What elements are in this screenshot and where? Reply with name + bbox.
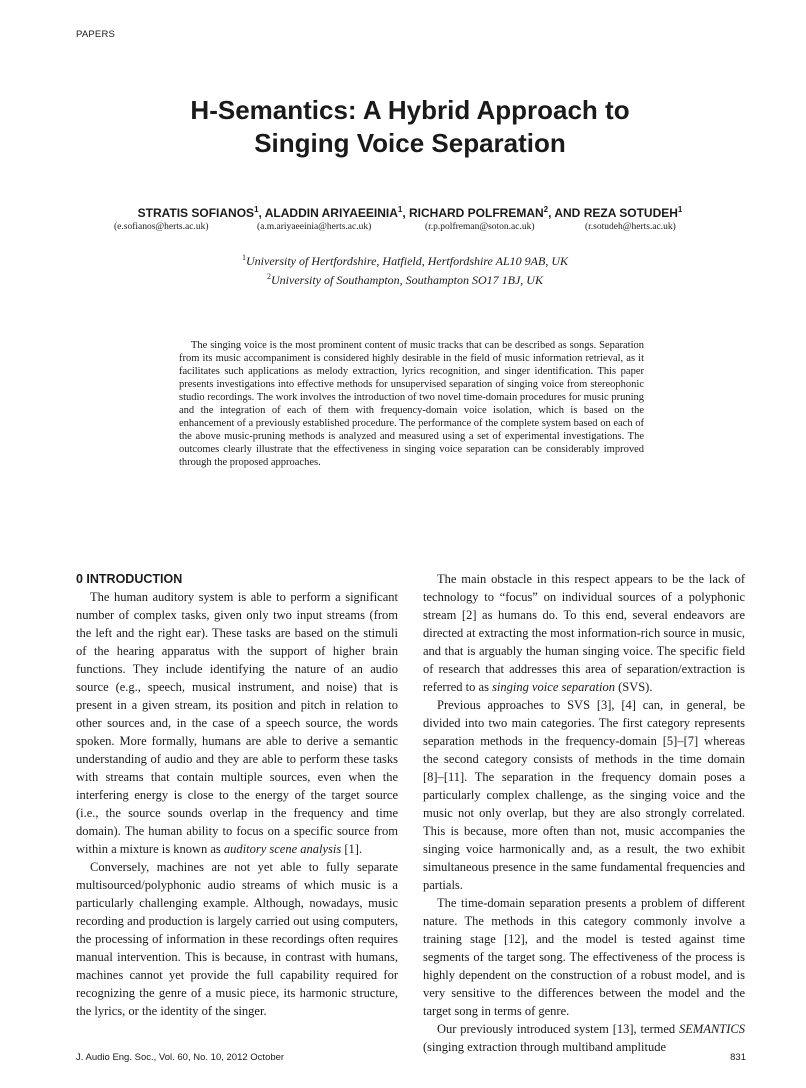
paragraph-text: The main obstacle in this respect appears to be the lack of technology to “focus” on individual sources of a polyphonic stream [2] as humans do. To this end, several endeavors are directed at extracting the most information-rich source in music, and that is arguably the human singing voice. The specific field of research that addresses this area of separation/extraction is referred to as (423, 572, 745, 694)
author-separator: , AND (548, 206, 584, 220)
author-email[interactable]: (r.sotudeh@herts.ac.uk) (585, 222, 676, 232)
author-affiliation-mark: 2 (543, 205, 549, 214)
emphasis-term: singing voice separation (492, 680, 615, 694)
right-column (423, 570, 745, 1056)
paragraph-text: (SVS). (614, 680, 653, 694)
paper-title (90, 94, 730, 160)
author-name: STRATIS SOFIANOS (137, 206, 255, 220)
affiliation-mark: 2 (267, 272, 271, 281)
paragraph-text: (singing extraction through multiband amplitude (423, 1040, 667, 1054)
section-tag: PAPERS (76, 29, 116, 40)
author-email[interactable]: (r.p.polfreman@soton.ac.uk) (425, 222, 535, 232)
paragraph: Conversely, machines are not yet able to fully separate multisourced/polyphonic audio streams of which music is a particularly challenging example. Although, nowadays, music recording and production is largely carried out using computers, the processing of information in these recordings often requires manual intervention. This is because, in contrast with humans, machines cannot yet provide the full capability required for recognizing the genre of a music piece, its harmonic structure, the lyrics, or the identity of the singer. (76, 860, 398, 1018)
affiliation (100, 269, 710, 288)
left-column (76, 570, 398, 1020)
affiliations (100, 250, 710, 288)
affiliation-text: University of Hertfordshire, Hatfield, Hertfordshire AL10 9AB, UK (246, 254, 568, 268)
author-separator: , (258, 206, 265, 220)
author-list (60, 205, 760, 220)
abstract: The singing voice is the most prominent content of music tracks that can be described as songs. Separation from its music accompaniment is considered highly desirable in the field of music information retrieval, as it facilitates such applications as melody extraction, lyrics recognition, and singer identification. This paper presents investigations into effective methods for unsupervised separation of singing voice from stereophonic studio recordings. The work involves the introduction of two novel time-domain procedures for music pruning and the integration of each of them with frequency-domain voice isolation, which is based on the enhancement of a previously established procedure. The performance of the complete system based on each of the above music-pruning methods is analyzed and measured using a set of experimental investigations. The outcomes clearly illustrate that the effectiveness in singing voice separation can be considerably improved through the proposed approaches. (179, 340, 644, 469)
author-affiliation-mark: 1 (397, 205, 403, 214)
author-affiliation-mark: 1 (254, 205, 259, 214)
paragraph-text: Our previously introduced system [13], termed (437, 1022, 680, 1036)
paragraph (423, 570, 745, 696)
author-name: RICHARD POLFREMAN (409, 206, 544, 220)
affiliation-mark: 1 (242, 253, 246, 262)
author-name: ALADDIN ARIYAEEINIA (264, 206, 398, 220)
author-email[interactable]: (e.sofianos@herts.ac.uk) (114, 222, 209, 232)
author-separator: , (402, 206, 409, 220)
affiliation-text: University of Southampton, Southampton SO17 1BJ, UK (271, 273, 543, 287)
paragraph (423, 1020, 745, 1056)
citation-text: [1]. (341, 842, 363, 856)
paragraph: Previous approaches to SVS [3], [4] can, in general, be divided into two main categories. The first category represents separation methods in the frequency-domain [5]–[7] whereas the second category consists of methods in the time domain [8]–[11]. The separation in the frequency domain poses a particularly complex challenge, as the singing voice and the music not only overlap, but they are also strongly correlated. This is because, more often than not, music accompanies the singing voice harmonically and, as a result, the two exhibit simultaneous presence in the same fundamental frequencies and partials. (423, 698, 745, 892)
paragraph-text: The human auditory system is able to perform a significant number of complex tasks, given only two input streams (from the left and the right ear). These tasks are based on the stimuli of the hearing apparatus with the support of higher brain functions. They include identifying the nature of an audio source (e.g., speech, musical instrument, and noise) that is present in a given stream, its position and pitch in relation to other sources and, in the case of a speech source, the words spoken. More formally, humans are able to derive a semantic understanding of audio and they are able to perform these tasks with streams that contain multiple sources, even when the interfering energy is close to the energy of the target source (i.e., the source sounds overlap in the frequency and time domain). The human ability to focus on a specific source from within a mixture is known as (76, 590, 398, 856)
emphasis-term: SEMANTICS (679, 1022, 745, 1036)
paragraph (76, 588, 398, 858)
author-email[interactable]: (a.m.ariyaeeinia@herts.ac.uk) (257, 222, 372, 232)
author-affiliation-mark: 1 (677, 205, 683, 214)
section-heading: 0 INTRODUCTION (76, 572, 183, 586)
title-line-1: H-Semantics: A Hybrid Approach to (190, 95, 630, 125)
paragraph: The time-domain separation presents a problem of different nature. The methods in this category commonly involve a training stage [12], and the model is tested against time segments of the target song. The effectiveness of the process is highly dependent on the construction of a robust model, and is very sensitive to the differences between the model and the target song in terms of genre. (423, 896, 745, 1018)
title-line-2: Singing Voice Separation (254, 128, 566, 158)
page-number: 831 (730, 1052, 746, 1063)
author-name: REZA SOTUDEH (583, 206, 678, 220)
affiliation (100, 250, 710, 269)
journal-citation: J. Audio Eng. Soc., Vol. 60, No. 10, 2012 October (76, 1052, 285, 1063)
emphasis-term: auditory scene analysis (223, 842, 342, 856)
